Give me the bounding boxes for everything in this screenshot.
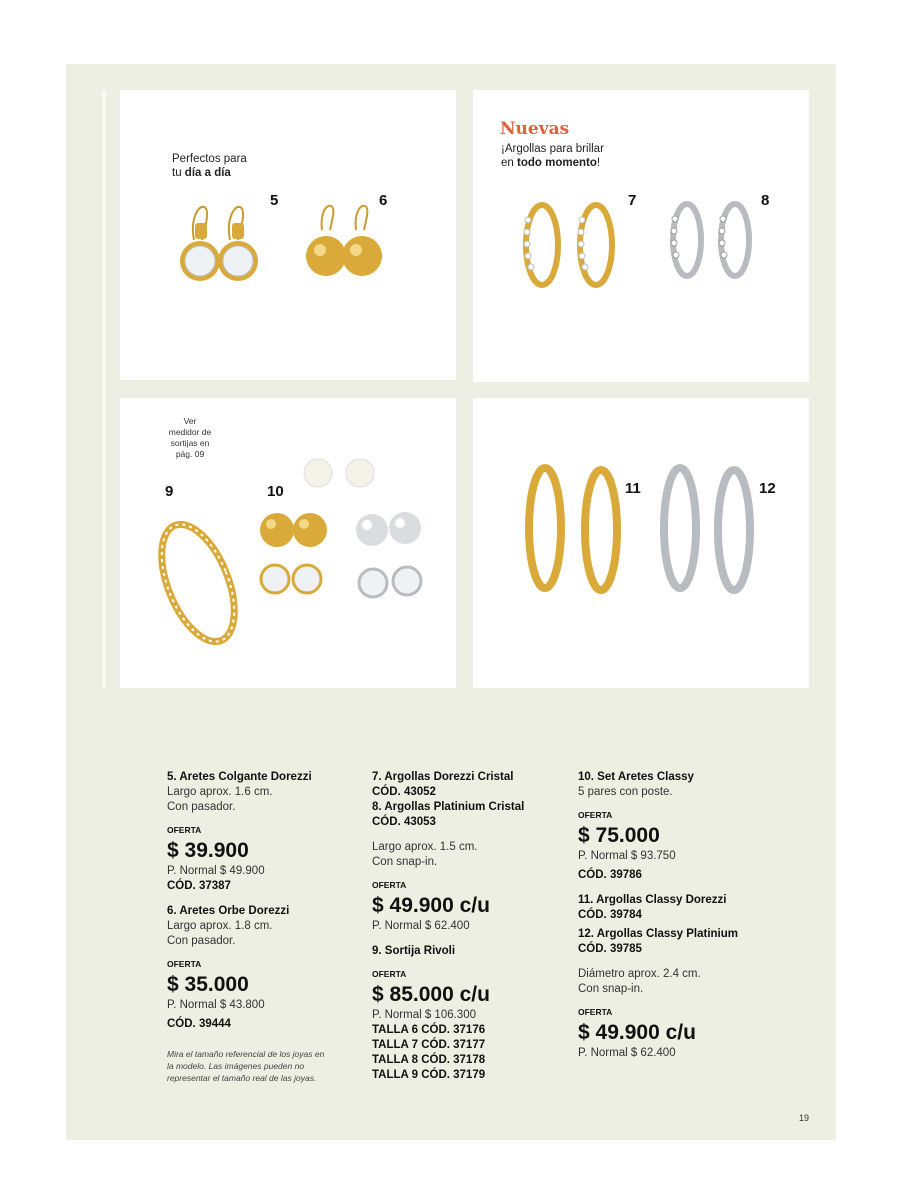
intro-line: Perfectos para [172,153,247,165]
product-code: CÓD. 39444 [167,1018,231,1030]
product-desc: Diámetro aprox. 2.4 cm. [578,968,701,980]
offer-label: OFERTA [372,880,407,890]
product-title: 5. Aretes Colgante Dorezzi [167,771,312,783]
intro-bold: todo momento [517,157,597,169]
normal-price: P. Normal $ 43.800 [167,999,265,1011]
silver-classy-hoops-image [658,460,768,600]
product-panel-11-12 [473,398,809,688]
product-number: 7 [628,192,637,209]
size-code: TALLA 6 CÓD. 37176 [372,1024,486,1036]
size-code: TALLA 7 CÓD. 37177 [372,1039,486,1051]
product-number: 5 [270,192,279,209]
product-code: CÓD. 43053 [372,816,436,828]
intro-bold: día a día [184,167,231,179]
gold-classy-hoops-image [523,460,633,600]
intro-suffix: ! [596,157,601,169]
normal-price: P. Normal $ 62.400 [578,1047,676,1059]
product-desc: Con pasador. [167,801,236,813]
offer-price: $ 75.000 [578,824,660,847]
ring-sizer-note [160,416,220,460]
product-code: CÓD. 43052 [372,786,436,798]
product-number: 9 [165,483,174,500]
normal-price: P. Normal $ 106.300 [372,1009,476,1021]
product-code: CÓD. 39786 [578,869,642,881]
offer-price: $ 35.000 [167,973,249,996]
product-desc: Largo aprox. 1.5 cm. [372,841,478,853]
note-line: Ver [183,416,197,426]
product-title: 9. Sortija Rivoli [372,945,456,957]
note-line: medidor de [168,427,212,437]
product-panel-5-6 [120,90,456,380]
offer-label: OFERTA [578,1007,613,1017]
product-title: 8. Argollas Platinium Cristal [372,801,525,813]
product-number: 11 [625,480,641,497]
product-desc: Con snap-in. [372,856,438,868]
size-disclaimer: Mira el tamaño referencial de los joyas en la modelo. Las imágenes pueden no representar el tamaño real de las joyas. [167,1049,325,1083]
note-line: sortijas en [170,438,210,448]
product-title: 6. Aretes Orbe Dorezzi [167,905,290,917]
crystal-drop-earrings-image [172,195,272,290]
product-panel-7-8 [473,90,809,382]
intro-prefix: tu [172,167,185,179]
product-desc: Largo aprox. 1.6 cm. [167,786,273,798]
product-number: 6 [379,192,388,209]
product-title: 10. Set Aretes Classy [578,771,694,783]
product-number: 8 [761,192,770,209]
normal-price: P. Normal $ 62.400 [372,920,470,932]
product-column-3 [578,770,738,1061]
product-column-2 [372,770,524,1083]
crystal-ring-image [153,513,243,663]
edge-strip [102,90,106,688]
product-title: 11. Argollas Classy Dorezzi [578,894,727,906]
offer-label: OFERTA [578,810,613,820]
product-desc: Con pasador. [167,935,236,947]
normal-price: P. Normal $ 49.900 [167,865,265,877]
product-code: CÓD. 39785 [578,943,642,955]
offer-price: $ 85.000 c/u [372,983,490,1006]
offer-label: OFERTA [372,969,407,979]
product-column-1 [167,770,332,1084]
panel-intro [172,152,247,180]
product-desc: 5 pares con poste. [578,786,673,798]
page-number: 19 [799,1113,810,1123]
product-number: 12 [759,480,776,497]
normal-price: P. Normal $ 93.750 [578,850,676,862]
product-code: CÓD. 39784 [578,909,642,921]
offer-price: $ 39.900 [167,839,249,862]
intro-prefix: en [501,157,517,169]
product-number: 10 [267,483,284,500]
intro-line: ¡Argollas para brillar [501,143,604,155]
new-badge: Nuevas [500,119,570,139]
size-code: TALLA 9 CÓD. 37179 [372,1069,486,1081]
product-code: CÓD. 37387 [167,880,231,892]
gold-crystal-hoops-image [518,200,628,295]
note-line: pág. 09 [175,449,205,459]
panel-intro [501,142,604,170]
offer-price: $ 49.900 c/u [372,894,490,917]
silver-crystal-hoops-image [665,195,765,290]
offer-label: OFERTA [167,959,202,969]
product-desc: Con snap-in. [578,983,644,995]
product-panel-9-10 [120,398,456,688]
product-title: 12. Argollas Classy Platinium [578,928,738,940]
offer-label: OFERTA [167,825,202,835]
product-title: 7. Argollas Dorezzi Cristal [372,771,514,783]
gold-ball-earrings-image [298,200,388,280]
product-desc: Largo aprox. 1.8 cm. [167,920,273,932]
size-code: TALLA 8 CÓD. 37178 [372,1054,486,1066]
classy-earring-set-image [255,456,445,606]
offer-price: $ 49.900 c/u [578,1021,696,1044]
